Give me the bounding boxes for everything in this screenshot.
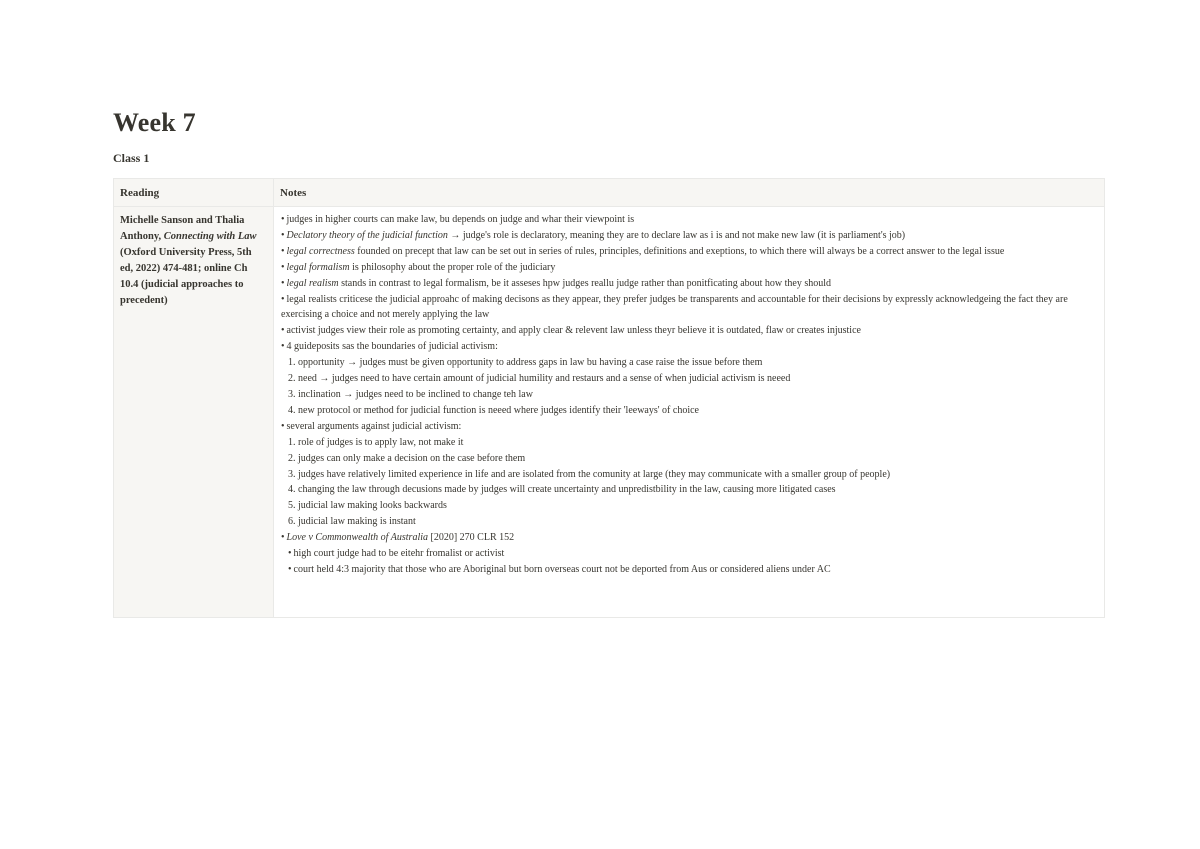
reading-cell [114, 207, 274, 617]
argument-item: 1. role of judges is to apply law, not make it [288, 436, 464, 448]
argument-item: 3. judges have relatively limited experience in life and are isolated from the comunity at large (they may communicate with a smaller group of people) [288, 468, 891, 480]
note-bullet [281, 323, 1098, 339]
note-bullet [281, 530, 1098, 546]
guidepost-item: 1. opportunity → judges must be given opportunity to address gaps in law bu having a case raise the issue before them [288, 357, 763, 369]
notes-table [113, 178, 1105, 618]
note-text: court held 4:3 majority that those who are Aboriginal but born overseas court not be deported from Aus or considered aliens under AC [293, 563, 831, 575]
case-citation: [2020] 270 CLR 152 [430, 532, 515, 544]
note-term: legal realism [286, 277, 339, 289]
note-text: legal realists criticese the judicial approahc of making decisons as they appear, they prefer judges be transparents and accountable for their decisions by expressly acknowledgeing the fact they are exercising a choice and not merely applying the law [281, 293, 1068, 321]
bullet-glyph: • [281, 277, 285, 289]
note-bullet [281, 260, 1098, 276]
note-text: → judge's role is declaratory, meaning they are to declare law as i is and not make new law (it is parliament's job) [450, 229, 906, 241]
argument-item: 6. judicial law making is instant [288, 516, 416, 528]
case-name: Love v Commonwealth of Australia [286, 532, 428, 544]
reading-details: (Oxford University Press, 5th ed, 2022) 474-481; online Ch 10.4 (judicial approaches to precedent) [120, 247, 252, 306]
note-bullet [281, 228, 1098, 244]
reading-authors: Michelle Sanson and Thalia Anthony, [120, 215, 245, 242]
notes-column-header: Notes [274, 179, 1104, 207]
bullet-glyph: • [281, 532, 285, 544]
bullet-glyph: • [281, 214, 285, 225]
note-text: founded on precept that law can be set out in series of rules, principles, definitions and exeptions, to which there will always be a correct answer to the legal issue [357, 245, 1005, 257]
note-text: 4 guideposits sas the boundaries of judicial activism: [286, 341, 498, 353]
argument-item: 5. judicial law making looks backwards [288, 500, 447, 512]
note-term: legal correctness [286, 245, 355, 257]
bullet-glyph: • [281, 261, 285, 273]
bullet-glyph: • [281, 341, 285, 353]
note-text: stands in contrast to legal formalism, be it asseses hpw judges reallu judge rather than ponitficating about how they should [341, 277, 832, 289]
guidepost-item: 3. inclination → judges need to be inclined to change teh law [288, 388, 533, 400]
note-bullet [281, 212, 1098, 228]
argument-item: 4. changing the law through decusions made by judges will create uncertainty and unpredistbility in the law, causing more litigated cases [288, 484, 836, 496]
bullet-glyph: • [281, 325, 285, 337]
sub-bullet [281, 562, 1098, 578]
note-text: is philosophy about the proper role of the judiciary [352, 261, 556, 273]
reading-book-title: Connecting with Law [163, 231, 257, 242]
reading-column-header: Reading [114, 179, 274, 207]
bullet-glyph: • [281, 293, 285, 305]
note-term: legal formalism [286, 261, 350, 273]
note-text: high court judge had to be eitehr fromalist or activist [293, 548, 505, 560]
note-bullet [281, 419, 1098, 435]
note-bullet [281, 292, 1098, 324]
bullet-glyph: • [288, 548, 292, 560]
note-term: Declatory theory of the judicial function [286, 229, 448, 241]
bullet-glyph: • [281, 245, 285, 257]
class-heading: Class 1 [113, 151, 150, 165]
guidepost-item: 4. new protocol or method for judicial function is neeed where judges identify their 'leeways' of choice [288, 404, 699, 416]
note-bullet [281, 244, 1098, 260]
guidepost-item: 2. need → judges need to have certain amount of judicial humility and restaurs and a sense of when judicial activism is neeed [288, 373, 791, 385]
note-text: several arguments against judicial activism: [286, 420, 462, 432]
bullet-glyph: • [281, 229, 285, 241]
note-bullet [281, 276, 1098, 292]
sub-bullet [281, 546, 1098, 562]
notes-cell [274, 207, 1104, 617]
bullet-glyph: • [281, 420, 285, 432]
note-text: judges in higher courts can make law, bu depends on judge and whar their viewpoint is [286, 214, 635, 225]
note-bullet [281, 339, 1098, 355]
note-text: activist judges view their role as promoting certainty, and apply clear & relevent law unless theyr believe it is outdated, flaw or creates injustice [286, 325, 861, 337]
bullet-glyph: • [288, 563, 292, 575]
page-title: Week 7 [113, 108, 196, 137]
argument-item: 2. judges can only make a decision on the case before them [288, 452, 526, 464]
